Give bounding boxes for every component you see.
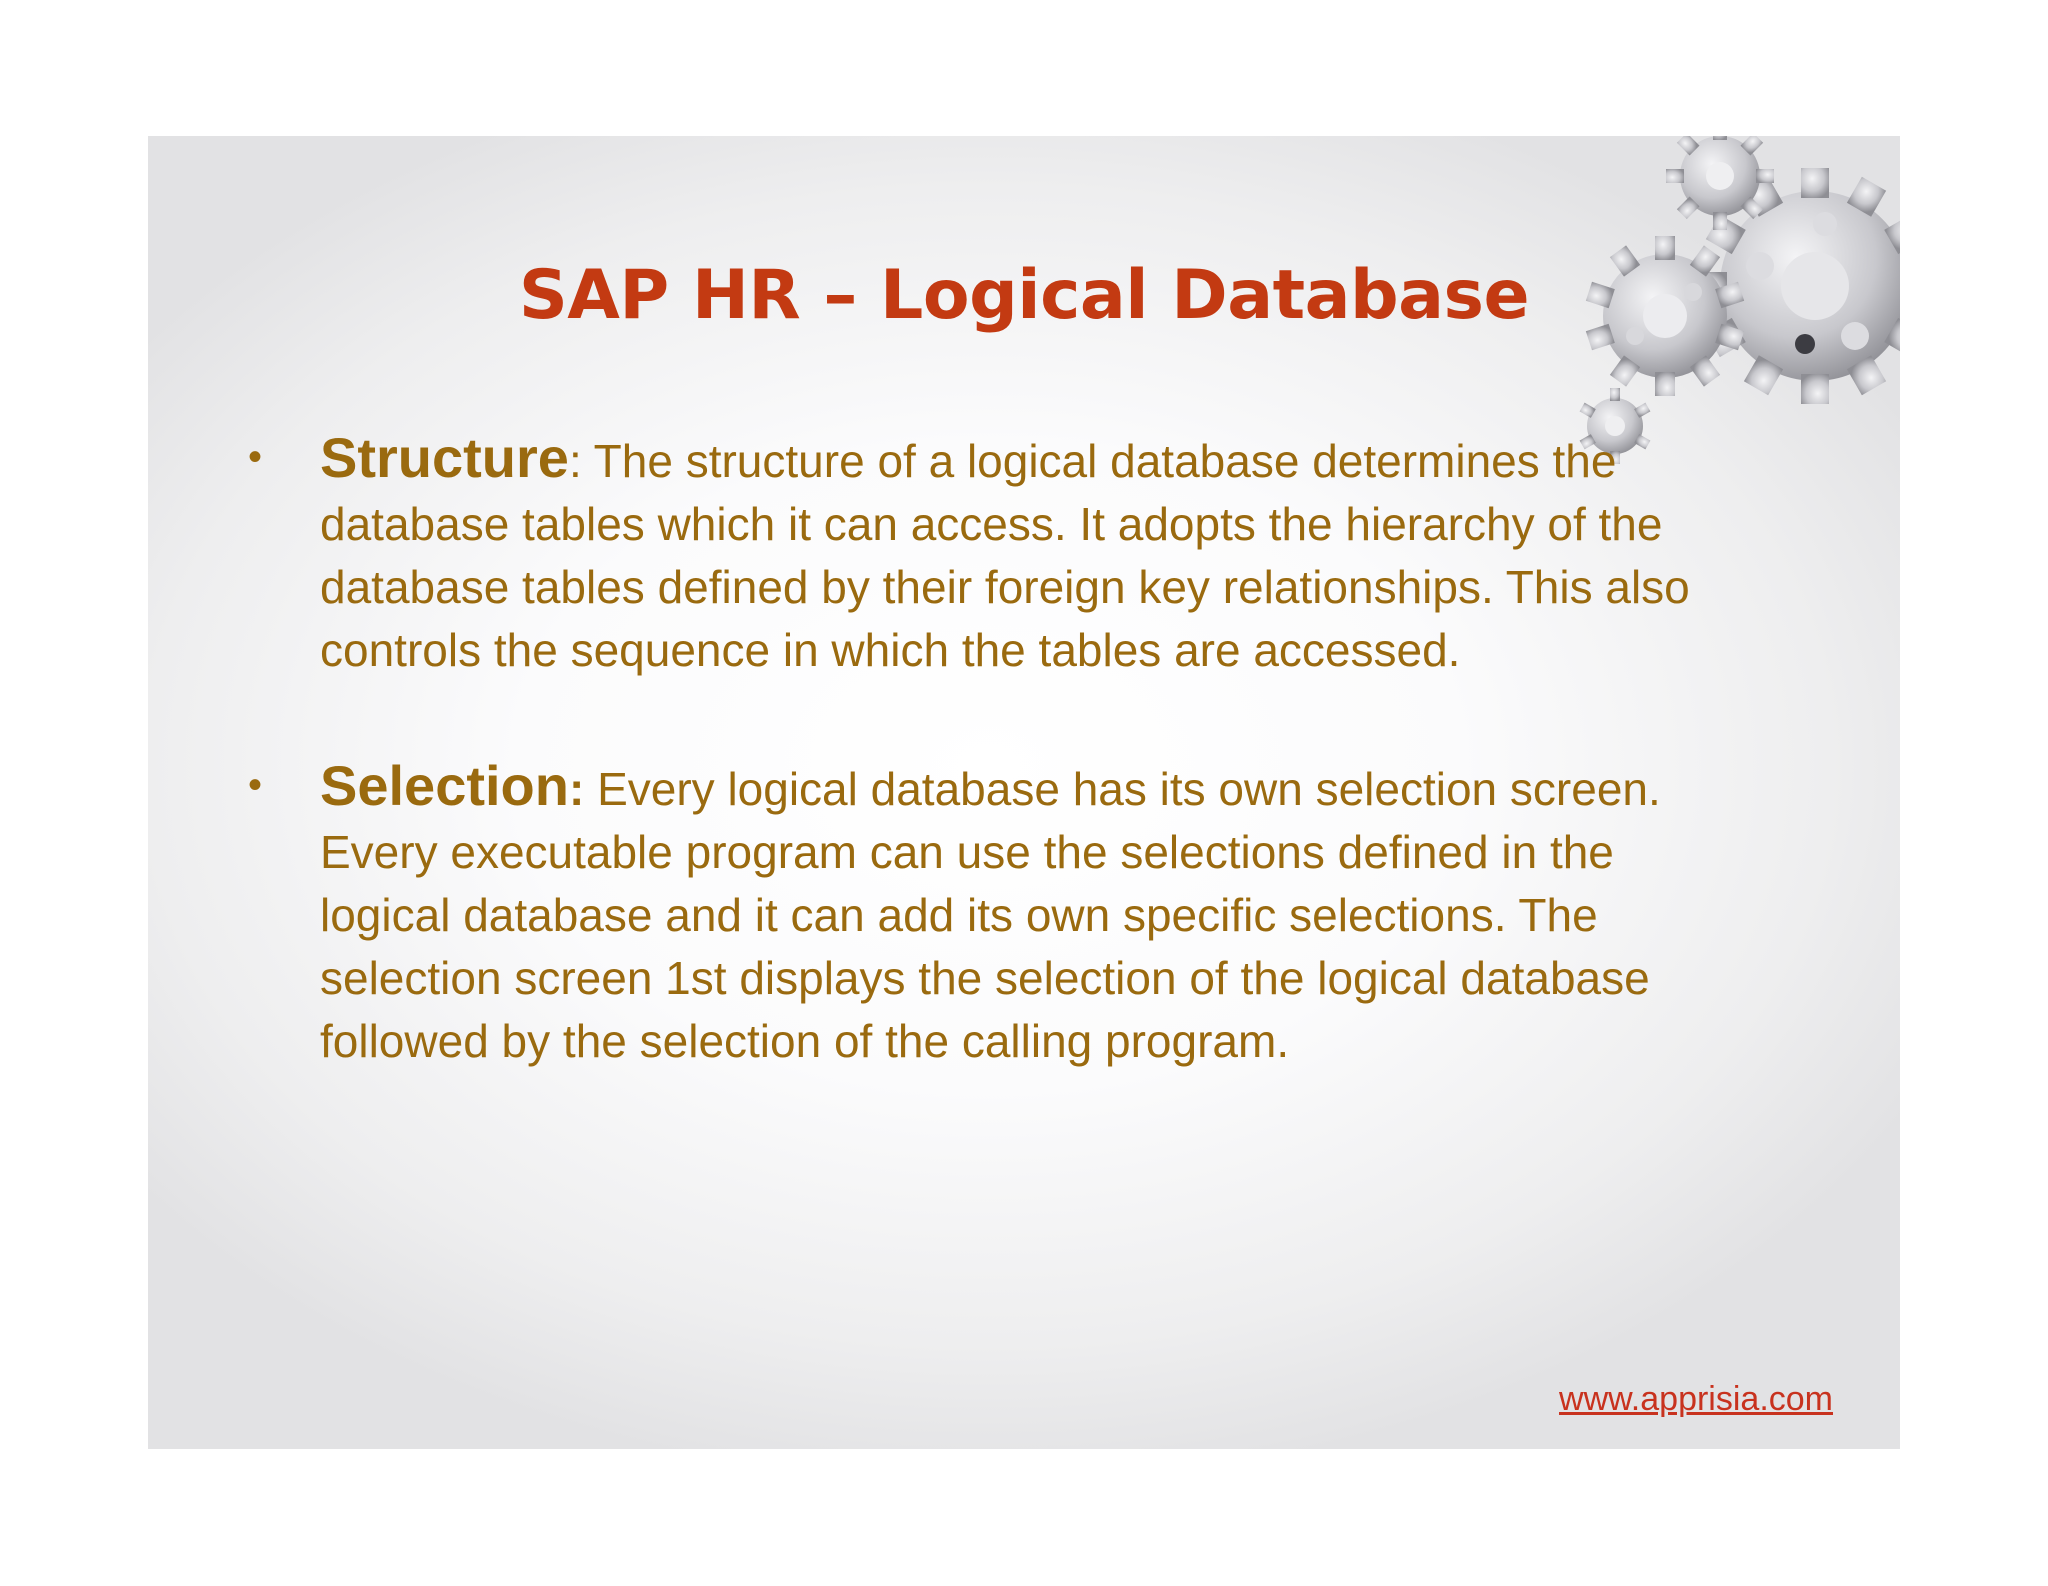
bullet-term: Selection — [320, 754, 569, 817]
bullet-dot-icon: • — [248, 435, 263, 479]
bullet-list — [248, 426, 1700, 1145]
bullet-separator: : — [568, 763, 585, 815]
bullet-item-selection — [248, 754, 1700, 1073]
bullet-text: The structure of a logical database determines the database tables which it can access. It adopts the hierarchy of the database tables defined by their foreign key relationships. This also controls the sequence in which the tables are accessed. — [320, 435, 1690, 676]
bullet-term: Structure — [320, 426, 569, 489]
bullet-text: Every logical database has its own selection screen. Every executable program can use the selections defined in the logical database and it can add its own specific selections. The selection screen 1st displays the selection of the logical database followed by the selection of the calling program. — [320, 763, 1661, 1067]
bullet-item-structure — [248, 426, 1700, 682]
slide-title: SAP HR – Logical Database — [518, 256, 1530, 335]
bullet-separator: : — [568, 435, 582, 487]
slide — [148, 136, 1900, 1449]
website-link[interactable]: www.apprisia.com — [1559, 1380, 1833, 1418]
bullet-dot-icon: • — [248, 763, 263, 807]
